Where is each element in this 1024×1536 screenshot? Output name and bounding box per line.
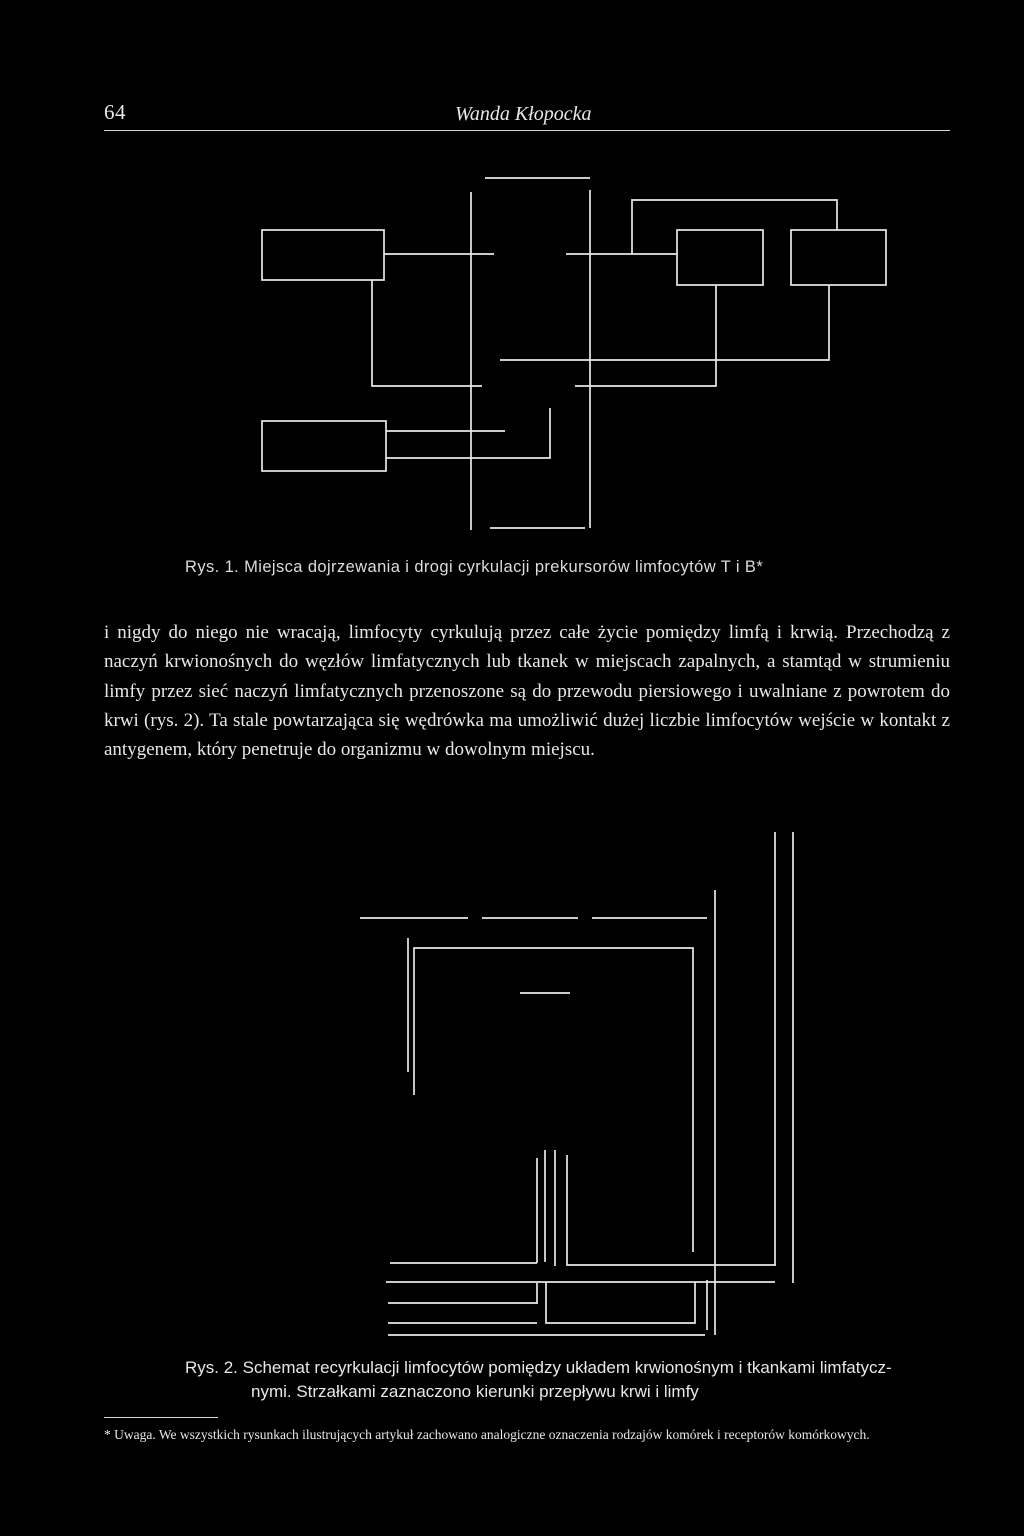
figure-2-top-lines (360, 918, 707, 993)
figure-2-caption (185, 1356, 950, 1404)
figure-2-lymph-loop (408, 938, 776, 1265)
figure-1-box-left-bottom (262, 421, 386, 471)
body-paragraph: i nigdy do niego nie wracają, limfocyty cyrkulują przez całe życie pomiędzy limfą i krwią. Przechodzą z naczyń krwionośnych do węzłów limfatycznych lub tkanek w miejscach zapalnych, a stamtąd w strumieniu limfy przez sieć naczyń limfatycznych przenoszone są do przewodu piersiowego i uwalniane z powrotem do krwi (rys. 2). Ta stale powtarzająca się wędrówka ma umożliwić dużej liczbie limfocytów wejście w kontakt z antygenem, który penetruje do organizmu w dowolnym miejscu. (104, 622, 950, 761)
figure-1-central-vessel (471, 178, 590, 530)
running-head: Wanda Kłopocka (455, 103, 592, 125)
figure-2-caption-line-2: nymi. Strzałkami zaznaczono kierunki przepływu krwi i limfy (251, 1382, 699, 1401)
figure-1-box-right-a (677, 230, 763, 285)
figure-1-caption: Rys. 1. Miejsca dojrzewania i drogi cyrkulacji prekursorów limfocytów T i B* (185, 558, 764, 576)
figure-2-caption-line-1: Rys. 2. Schemat recyrkulacji limfocytów pomiędzy układem krwionośnym i tkankami limfatycz- (185, 1358, 892, 1377)
page-number: 64 (104, 100, 126, 124)
figure-2-blood-vessels (715, 832, 793, 1335)
figure-2-diagram (0, 800, 1024, 1360)
footnote-rule (104, 1417, 218, 1418)
figure-1-connectors (372, 200, 837, 458)
figure-1-diagram (0, 0, 1024, 560)
footnote: * Uwaga. We wszystkich rysunkach ilustrujących artykuł zachowano analogiczne oznaczenia rodzajów komórek i receptorów komórkowych. (104, 1427, 870, 1442)
figure-1-box-left-top (262, 230, 384, 280)
figure-2-thoracic-duct (386, 1150, 775, 1335)
figure-1-box-right-b (791, 230, 886, 285)
